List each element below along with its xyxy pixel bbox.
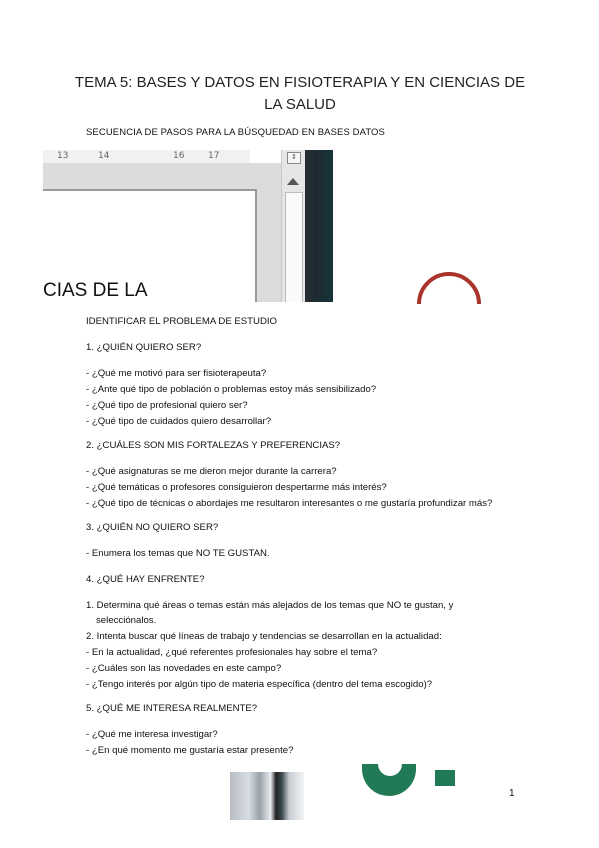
ruler-tick: 17 <box>208 151 220 161</box>
section-heading: IDENTIFICAR EL PROBLEMA DE ESTUDIO <box>86 316 278 327</box>
list-item-continuation: selecciónalos. <box>96 615 157 626</box>
question-heading: 3. ¿QUIÉN NO QUIERO SER? <box>86 522 219 533</box>
question-heading: 2. ¿CUÁLES SON MIS FORTALEZAS Y PREFERENCIAS? <box>86 440 341 451</box>
list-item: 2. Intenta buscar qué líneas de trabajo y tendencias se desarrollan en la actualidad: <box>86 631 442 642</box>
page-number: 1 <box>509 788 515 799</box>
scroll-up-arrow-icon[interactable] <box>287 178 299 185</box>
ruler-tick: 16 <box>173 151 185 161</box>
ruler-tick: 13 <box>57 151 69 161</box>
list-item: 1. Determina qué áreas o temas están más alejados de los temas que NO te gustan, y <box>86 600 454 611</box>
logo-arc-red <box>417 272 481 336</box>
list-item: - ¿Qué asignaturas se me dieron mejor durante la carrera? <box>86 466 337 477</box>
list-item: - Enumera los temas que NO TE GUSTAN. <box>86 548 270 559</box>
scroll-thumb[interactable] <box>285 192 303 302</box>
list-item: - ¿Qué tipo de técnicas o abordajes me resultaron interesantes o me gustaría profundizar más? <box>86 498 493 509</box>
bottom-image-strip <box>230 772 304 820</box>
split-view-icon[interactable]: ⇕ <box>287 152 301 164</box>
list-item: - En la actualidad, ¿qué referentes profesionales hay sobre el tema? <box>86 647 378 658</box>
document-subtitle: SECUENCIA DE PASOS PARA LA BÚSQUEDAD EN BASES DATOS <box>86 127 385 138</box>
list-item: - ¿Qué tipo de cuidados quiero desarrollar? <box>86 416 272 427</box>
list-item: - ¿Tengo interés por algún tipo de materia específica (dentro del tema escogido)? <box>86 679 433 690</box>
list-item: - ¿Qué me interesa investigar? <box>86 729 218 740</box>
logo-green-block <box>435 770 455 786</box>
question-heading: 4. ¿QUÉ HAY ENFRENTE? <box>86 574 205 585</box>
ruler-tick: 14 <box>98 151 110 161</box>
question-heading: 1. ¿QUIÉN QUIERO SER? <box>86 342 202 353</box>
question-heading: 5. ¿QUÉ ME INTERESA REALMENTE? <box>86 703 258 714</box>
list-item: - ¿Qué temáticas o profesores consiguieron despertarme más interés? <box>86 482 387 493</box>
fragment-heading: CIAS DE LA <box>43 280 148 301</box>
dark-background-strip <box>305 150 333 302</box>
list-item: - ¿Qué tipo de profesional quiero ser? <box>86 400 248 411</box>
list-item: - ¿Cuáles son las novedades en este campo? <box>86 663 282 674</box>
list-item: - ¿Qué me motivó para ser fisioterapeuta? <box>86 368 267 379</box>
document-title: TEMA 5: BASES Y DATOS EN FISIOTERAPIA Y EN CIENCIAS DE LA SALUD <box>74 74 526 113</box>
list-item: - ¿En qué momento me gustaría estar presente? <box>86 745 294 756</box>
ruler <box>43 150 250 164</box>
list-item: - ¿Ante qué tipo de población o problemas estoy más sensibilizado? <box>86 384 377 395</box>
vertical-scrollbar[interactable] <box>281 150 306 302</box>
